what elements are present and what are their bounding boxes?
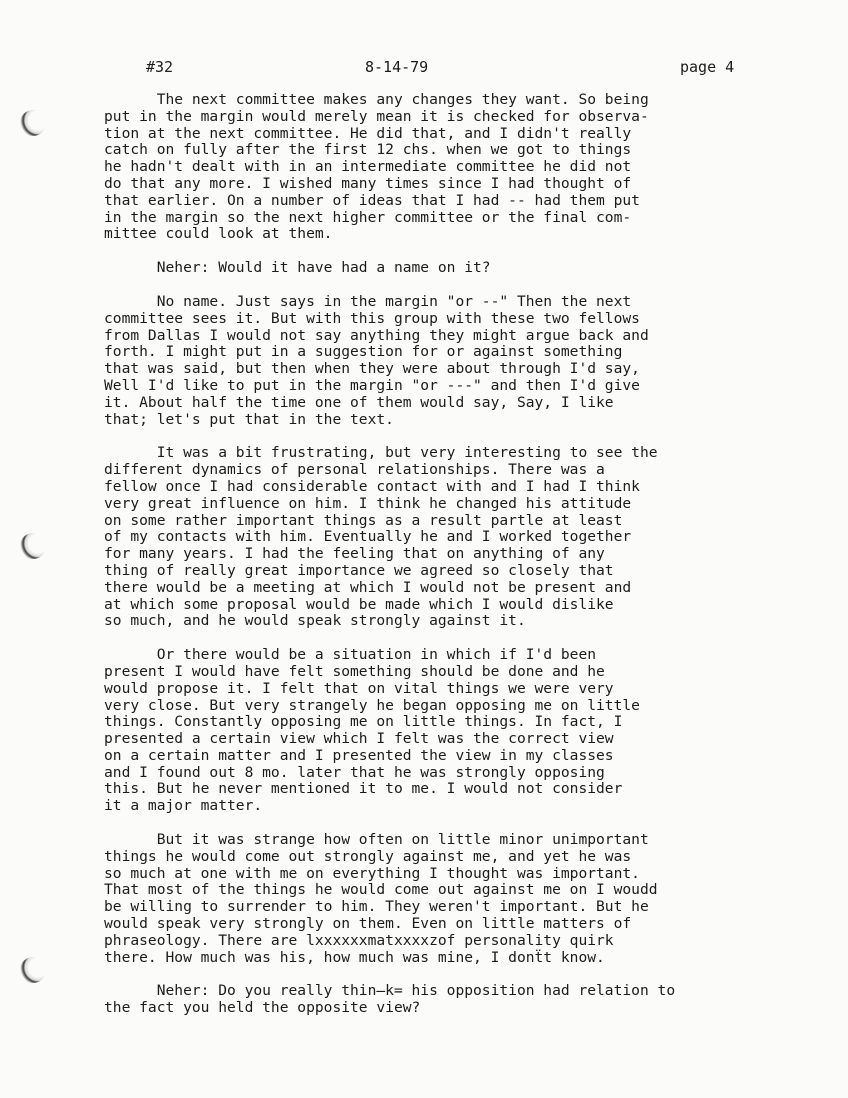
page-header [0, 58, 848, 80]
document-date: 8-14-79 [365, 58, 429, 76]
paragraph: The next committee makes any changes they want. So being put in the margin would merely mean it is checked for observa- tion at the next committee. He did that, and I didn't really catch on fully after the first 12 chs. when we got to things he hadn't dealt with in an intermediate committee he did not do that any more. I wished many times since I had thought of that earlier. On a number of ideas that I had -- had them put in the margin so the next higher committee or the final com- mittee could look at them. [104, 91, 649, 243]
punch-hole [20, 533, 46, 559]
paragraph: Or there would be a situation in which if I'd been present I would have felt something should be done and he would propose it. I felt that on vital things we were very very close. But very strangely he began opposing me on little things. Constantly opposing me on little things. In fact, I presented a certain view which I felt was the correct view on a certain matter and I presented the view in my classes and I found out 8 mo. later that he was strongly opposing this. But he never mentioned it to me. I would not consider it a major matter. [104, 646, 640, 815]
paragraph: It was a bit frustrating, but very interesting to see the different dynamics of personal relationships. There was a fellow once I had considerable contact with and I had I think very great influence on him. I think he changed his attitude on some rather important things as a result partle at least of my contacts with him. Eventually he and I worked together for many years. I had the feeling that on anything of any thing of really great importance we agreed so closely that there would be a meeting at which I would not be present and at which some proposal would be made which I would dislike so much, and he would speak strongly against it. [104, 444, 658, 630]
page-number: page 4 [680, 58, 735, 76]
punch-hole [20, 110, 46, 136]
paragraph: Neher: Do you really thin̶k= his opposition had relation to the fact you held the opposite view? [104, 982, 676, 1017]
transcript-body [104, 92, 754, 1034]
paragraph: But it was strange how often on little minor unimportant things he would come out strongly against me, and yet he was so much at one with me on everything I thought was important. That most of the things he would come out against me on I woudd be willing to surrender to him. They weren't important. But he would speak very strongly on them. Even on little matters of phraseology. There are lxxxxxxmatxxxxzof personality quirk there. How much was his, how much was mine, I donẗt know. [104, 831, 658, 966]
punch-hole [20, 957, 46, 983]
paragraph: Neher: Would it have had a name on it? [104, 259, 491, 277]
paragraph: No name. Just says in the margin "or --" Then the next committee sees it. But with this group with these two fellows from Dallas I would not say anything they might argue back and forth. I might put in a suggestion for or against something that was said, but then when they were about through I'd say, Well I'd like to put in the margin "or ---" and then I'd give it. About half the time one of them would say, Say, I like that; let's put that in the text. [104, 292, 649, 428]
document-number: #32 [146, 58, 174, 76]
